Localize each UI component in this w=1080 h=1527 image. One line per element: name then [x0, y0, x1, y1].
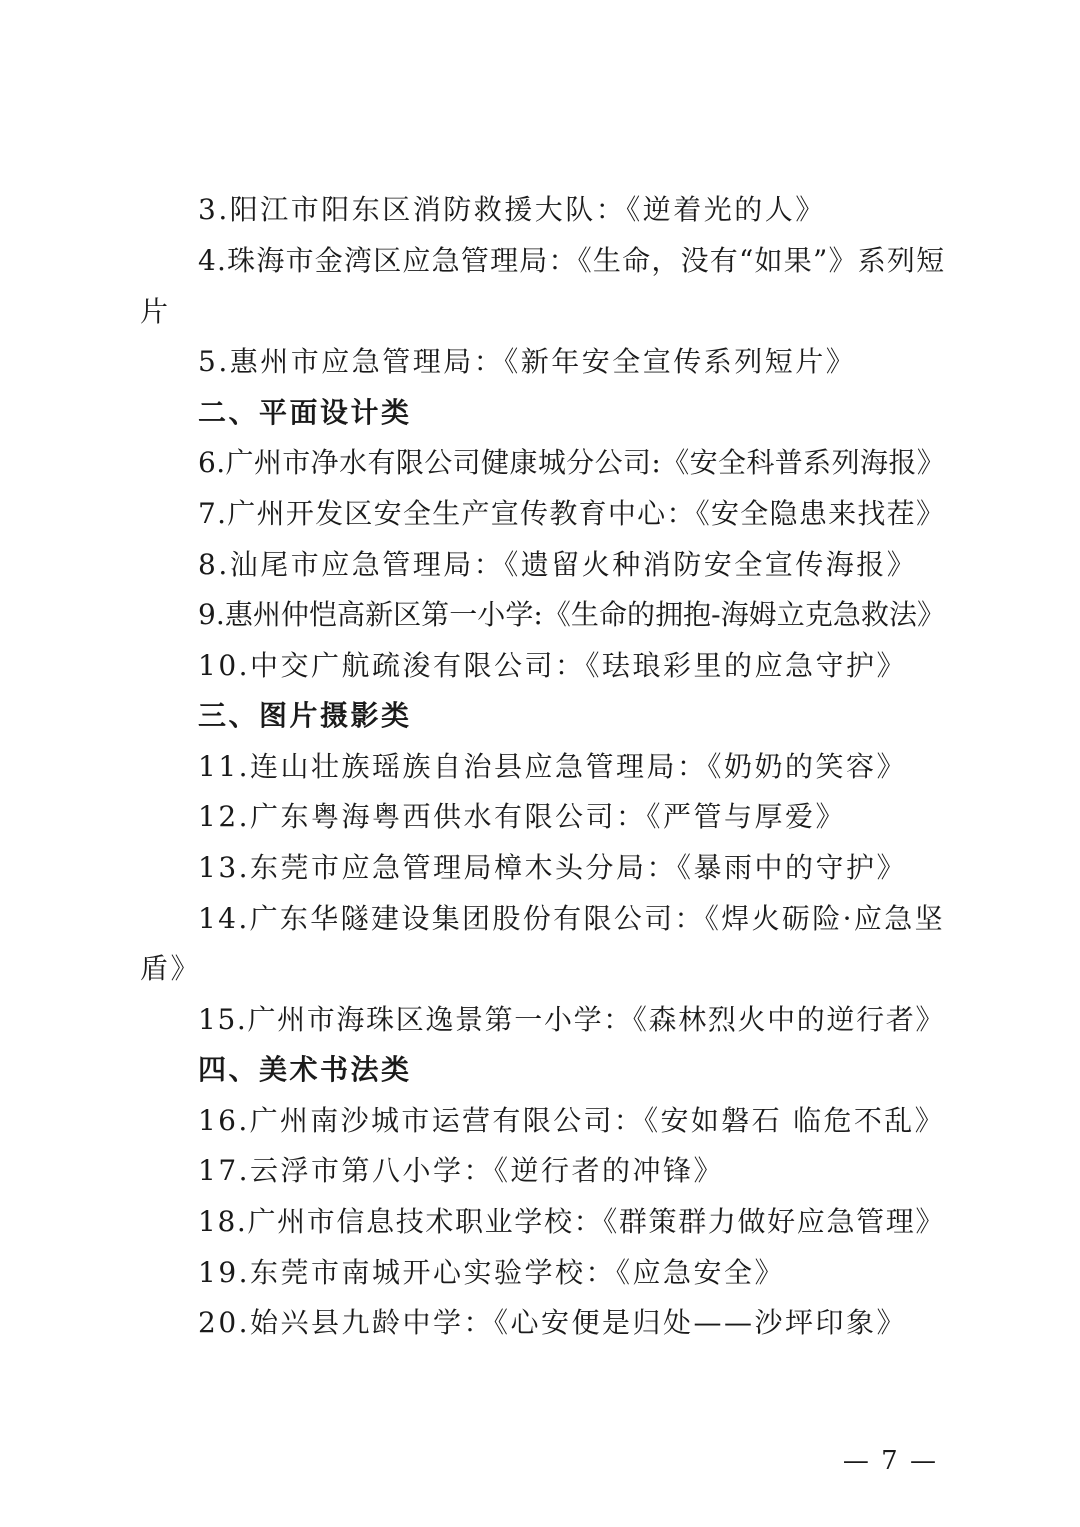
- list-item: 18.广州市信息技术职业学校：《群策群力做好应急管理》: [198, 1205, 946, 1238]
- list-item: 6.广州市净水有限公司健康城分公司:《安全科普系列海报》: [198, 446, 946, 479]
- list-item: 16.广州南沙城市运营有限公司：《安如磐石 临危不乱》: [198, 1104, 945, 1137]
- list-item: 10.中交广航疏浚有限公司：《珐琅彩里的应急守护》: [198, 649, 908, 682]
- list-item: 4.珠海市金湾区应急管理局：《生命，没有“如果”》系列短: [198, 244, 946, 277]
- list-item: 5.惠州市应急管理局：《新年安全宣传系列短片》: [198, 345, 857, 378]
- list-item: 12.广东粤海粤西供水有限公司：《严管与厚爱》: [198, 800, 847, 833]
- list-item: 13.东莞市应急管理局樟木头分局：《暴雨中的守护》: [198, 851, 908, 884]
- section-heading: 二、平面设计类: [198, 396, 412, 429]
- list-item: 3.阳江市阳东区消防救援大队：《逆着光的人》: [198, 193, 826, 226]
- list-item: 20.始兴县九龄中学：《心安便是归处——沙坪印象》: [198, 1306, 908, 1339]
- list-item: 14.广东华隧建设集团股份有限公司：《焊火砺险·应急坚: [198, 902, 945, 935]
- list-item: 9.惠州仲恺高新区第一小学:《生命的拥抱-海姆立克急救法》: [198, 598, 946, 631]
- list-item: 8.汕尾市应急管理局：《遗留火种消防安全宣传海报》: [198, 548, 918, 581]
- list-item-continuation: 盾》: [140, 952, 202, 985]
- section-heading: 四、美术书法类: [198, 1053, 412, 1086]
- list-item: 19.东莞市南城开心实验学校：《应急安全》: [198, 1256, 786, 1289]
- page-number: — 7 —: [842, 1446, 938, 1476]
- list-item: 7.广州开发区安全生产宣传教育中心：《安全隐患来找茬》: [198, 497, 946, 530]
- list-item: 15.广州市海珠区逸景第一小学：《森林烈火中的逆行者》: [198, 1003, 946, 1036]
- list-item-continuation: 片: [140, 295, 171, 328]
- section-heading: 三、图片摄影类: [198, 699, 412, 732]
- list-item: 17.云浮市第八小学：《逆行者的冲锋》: [198, 1154, 725, 1187]
- list-item: 11.连山壮族瑶族自治县应急管理局：《奶奶的笑容》: [198, 750, 908, 783]
